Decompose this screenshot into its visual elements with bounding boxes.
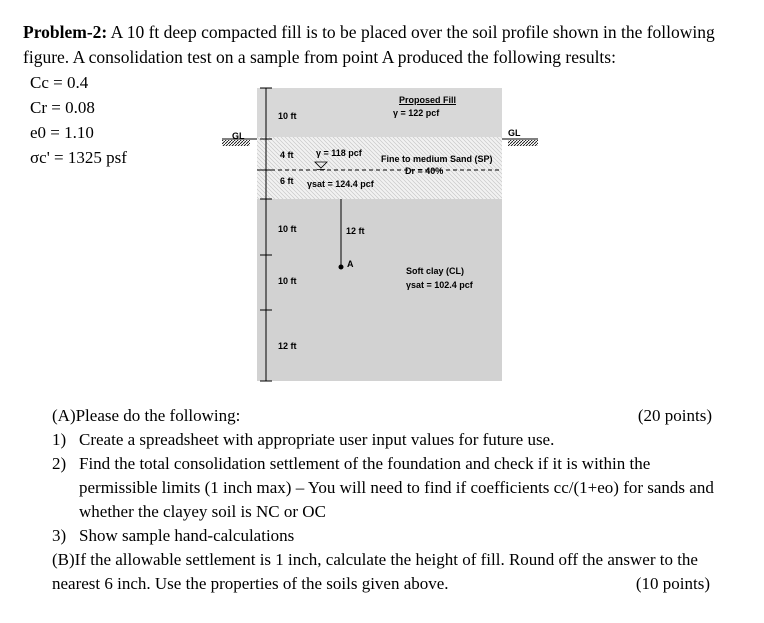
part-a-heading — [52, 404, 712, 428]
ground-level-right: GL — [508, 128, 521, 138]
point-a-marker — [339, 265, 344, 270]
list-item — [52, 524, 732, 548]
clay-depth-1: 10 ft — [278, 224, 297, 234]
list-item-text: Find the total consolidation settlement of the foundation and check if it is within the permissible limits (1 inch max) – You will need to find if coefficients cc/(1+eo) for sands and whether the clayey soil is NC or OC — [79, 454, 714, 521]
fill-depth-label: 10 ft — [278, 111, 297, 121]
list-item-number: 3) — [52, 526, 67, 545]
param-cc: Cc = 0.4 — [30, 73, 89, 92]
sand-saturated-unit-weight: γsat = 124.4 pcf — [307, 179, 374, 189]
param-e0: e0 = 1.10 — [30, 123, 94, 142]
list-item-text: Show sample hand-calculations — [79, 526, 295, 545]
problem-intro: A 10 ft deep compacted fill is to be placed over the soil profile shown in the following figure. A consolidation test on a sample from point A produced the following results: — [23, 22, 715, 67]
list-item — [52, 428, 732, 452]
part-b-text: (B)If the allowable settlement is 1 inch, calculate the height of fill. Round off the answer to the nearest 6 inch. Use the properties of the soils given above. — [52, 550, 698, 593]
part-b — [52, 548, 732, 596]
clay-depth-3: 12 ft — [278, 341, 297, 351]
list-item-number: 1) — [52, 430, 67, 449]
point-a-label: A — [347, 259, 354, 269]
fill-unit-weight: γ = 122 pcf — [393, 108, 440, 118]
part-a-list — [52, 428, 732, 548]
sand-unit-weight: γ = 118 pcf — [316, 148, 362, 158]
part-b-points: (10 points) — [635, 574, 710, 593]
clay-depth-2: 10 ft — [278, 276, 297, 286]
ground-level-left: GL — [232, 131, 245, 141]
param-cr: Cr = 0.08 — [30, 98, 95, 117]
sand-name: Fine to medium Sand (SP) — [381, 154, 493, 164]
list-item-number: 2) — [52, 454, 67, 473]
sand-relative-density: Dr = 40% — [405, 166, 444, 176]
problem-statement — [23, 20, 743, 70]
point-a-depth: 12 ft — [346, 226, 365, 236]
ground-hatch-right — [508, 140, 538, 146]
test-parameters — [30, 70, 127, 170]
clay-unit-weight: γsat = 102.4 pcf — [406, 280, 473, 290]
list-item — [52, 452, 732, 524]
fill-title: Proposed Fill — [399, 95, 457, 105]
clay-name: Soft clay (CL) — [406, 266, 465, 276]
param-sigma-c: σc' = 1325 psf — [30, 148, 127, 167]
sand-layer — [257, 137, 502, 199]
sand-depth-above-water: 4 ft — [280, 150, 294, 160]
list-item-text: Create a spreadsheet with appropriate user input values for future use. — [79, 430, 555, 449]
sand-depth-below-water: 6 ft — [280, 176, 294, 186]
problem-label: Problem-2: — [23, 22, 108, 42]
part-a-points: (20 points) — [637, 406, 712, 425]
part-a-title: (A)Please do the following: — [52, 406, 241, 425]
